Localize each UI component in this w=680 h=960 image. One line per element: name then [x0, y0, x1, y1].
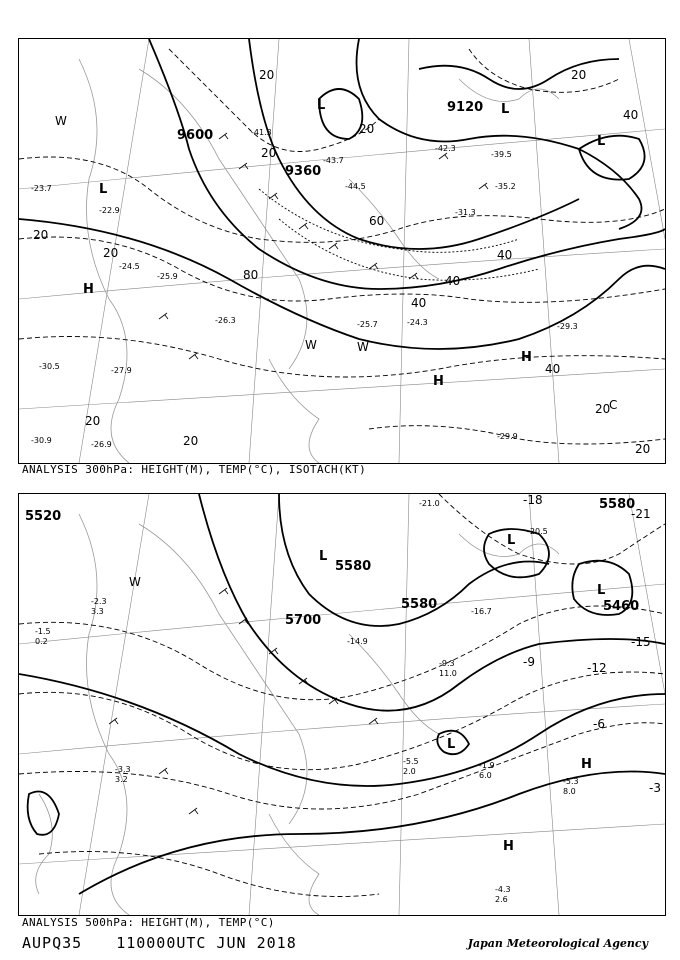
height-label: 5580	[401, 597, 438, 612]
obs-value: 3.3	[91, 607, 104, 616]
pressure-center: L	[317, 98, 326, 113]
pressure-center: H	[83, 282, 94, 297]
isotherm-label: -3	[649, 781, 661, 795]
obs-value: -20.5	[527, 527, 548, 536]
isotach-label: 20	[103, 246, 119, 260]
map-300hpa	[18, 38, 666, 464]
isotherm-label: -12	[587, 661, 607, 675]
pressure-center: L	[99, 182, 108, 197]
temp-value: -29.3	[557, 322, 578, 331]
pressure-center: L	[597, 134, 606, 149]
isotherm-label: -18	[523, 494, 543, 507]
temp-value: -24.3	[407, 318, 428, 327]
height-label: 5460	[603, 599, 640, 614]
obs-value: -1.9	[479, 761, 495, 770]
temp-value: -23.7	[31, 184, 52, 193]
agency-credit: Japan Meteorological Agency	[467, 937, 648, 950]
temp-value: -27.9	[111, 366, 132, 375]
obs-value: 11.0	[439, 669, 457, 678]
coastlines	[79, 59, 559, 463]
isotach-label: 20	[595, 402, 611, 416]
chart-code: AUPQ35	[22, 934, 83, 952]
temp-value: -44.5	[345, 182, 366, 191]
valid-time: 110000UTC JUN 2018	[116, 934, 297, 952]
temp-value: -25.9	[157, 272, 178, 281]
isotach-label: 20	[359, 122, 375, 136]
isotach-label: 40	[411, 296, 427, 310]
temp-value: -43.7	[323, 156, 344, 165]
pressure-center: H	[433, 374, 444, 389]
pressure-center: L	[319, 549, 328, 564]
chart-identifier	[22, 934, 297, 952]
isotach-label: 20	[571, 68, 587, 82]
height-contours	[19, 39, 665, 349]
isotach-label: 20	[183, 434, 199, 448]
pressure-center: W	[357, 340, 369, 354]
isotherms	[19, 494, 665, 897]
height-label: 5580	[335, 559, 372, 574]
caption-300hpa: ANALYSIS 300hPa: HEIGHT(M), TEMP(°C), ISOTACH(KT)	[22, 463, 367, 476]
obs-value: 2.6	[495, 895, 508, 904]
isotach-label: 40	[623, 108, 639, 122]
isotherm-label: -21	[631, 507, 651, 521]
map-500hpa-canvas	[19, 494, 665, 915]
pressure-center: H	[581, 757, 592, 772]
temp-value: -41.3	[251, 128, 272, 137]
pressure-center: W	[129, 575, 141, 589]
isotach-label: 40	[497, 248, 513, 262]
isotach-label: 20	[33, 228, 49, 242]
isotach-label: 60	[369, 214, 385, 228]
temp-value: -26.9	[91, 440, 112, 449]
obs-value: -14.9	[347, 637, 368, 646]
isotach-label: 20	[259, 68, 275, 82]
temp-value: -42.3	[435, 144, 456, 153]
pressure-center: H	[503, 839, 514, 854]
obs-value: -4.3	[495, 885, 511, 894]
temp-value: -22.9	[99, 206, 120, 215]
temp-value: -30.5	[39, 362, 60, 371]
graticule	[19, 494, 665, 915]
height-label: 9600	[177, 128, 214, 143]
pressure-center: H	[521, 350, 532, 365]
height-label: 5580	[599, 497, 636, 512]
temp-value: -26.3	[215, 316, 236, 325]
isotach-label: 80	[243, 268, 259, 282]
pressure-center: W	[305, 338, 317, 352]
temp-value: -31.3	[455, 208, 476, 217]
obs-value: -9.3	[439, 659, 455, 668]
temp-value: -39.5	[491, 150, 512, 159]
obs-value: -1.5	[35, 627, 51, 636]
isotach-label: 20	[261, 146, 277, 160]
isotach-label: 20	[635, 442, 651, 456]
height-label: 9120	[447, 100, 484, 115]
isotherm-label: -15	[631, 635, 651, 649]
isotach-label: 40	[545, 362, 561, 376]
isotach-label: 20	[85, 414, 101, 428]
obs-value: 6.0	[479, 771, 492, 780]
pressure-center: W	[55, 114, 67, 128]
isotachs	[259, 189, 539, 280]
obs-value: -5.5	[403, 757, 419, 766]
height-label: 5700	[285, 613, 322, 628]
obs-value: 0.2	[35, 637, 48, 646]
isotherm-label: -9	[523, 655, 535, 669]
map-500hpa	[18, 493, 666, 916]
temp-value: -30.9	[31, 436, 52, 445]
pressure-center: L	[501, 102, 510, 117]
obs-value: -2.3	[91, 597, 107, 606]
temp-value: -25.7	[357, 320, 378, 329]
height-label: 5520	[25, 509, 62, 524]
pressure-center: L	[597, 583, 606, 598]
isotherm-label: -6	[593, 717, 605, 731]
obs-value: 3.2	[115, 775, 128, 784]
obs-value: 2.0	[403, 767, 416, 776]
temp-value: -35.2	[495, 182, 516, 191]
map-300hpa-canvas	[19, 39, 665, 463]
obs-value: 8.0	[563, 787, 576, 796]
pressure-center: L	[447, 737, 456, 752]
obs-value: -16.7	[471, 607, 492, 616]
caption-500hpa: ANALYSIS 500hPa: HEIGHT(M), TEMP(°C)	[22, 916, 275, 929]
obs-value: -3.3	[115, 765, 131, 774]
isotach-label: 40	[445, 274, 461, 288]
temp-value: -29.9	[497, 432, 518, 441]
height-label: 9360	[285, 164, 322, 179]
obs-value: -21.0	[419, 499, 440, 508]
obs-value: -5.3	[563, 777, 579, 786]
temp-value: -24.5	[119, 262, 140, 271]
pressure-center: C	[609, 398, 618, 412]
pressure-center: L	[507, 533, 516, 548]
